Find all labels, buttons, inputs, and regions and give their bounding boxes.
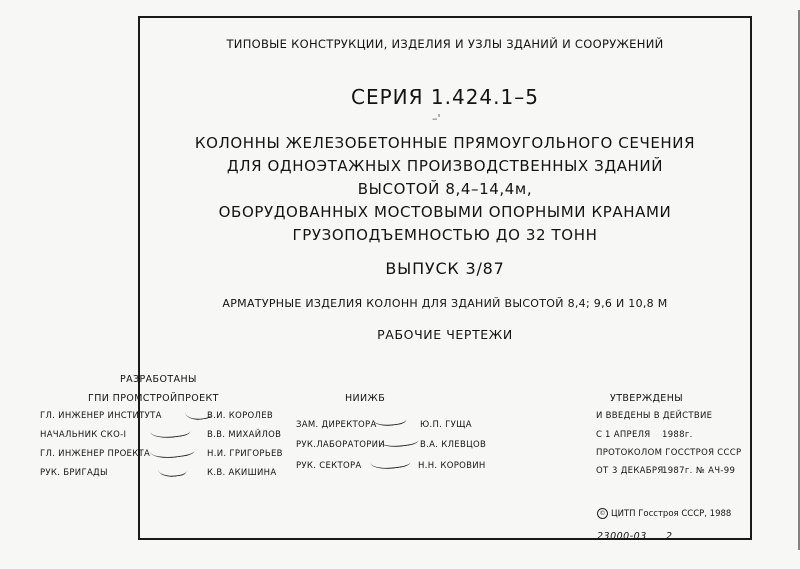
approved-line-3-date: 1 АПРЕЛЯ (605, 430, 651, 440)
title-line-3: ВЫСОТОЙ 8,4–14,4м, (357, 180, 533, 198)
developed-org: ГПИ ПРОМСТРОЙПРОЕКТ (88, 393, 219, 404)
working-drawings-label: РАБОЧИЕ ЧЕРТЕЖИ (377, 327, 513, 342)
niizhb-name-1: Ю.П. ГУЩА (420, 420, 472, 430)
document-code: 23000-03 (597, 531, 647, 542)
approved-line-2: И ВВЕДЕНЫ В ДЕЙСТВИЕ (596, 411, 713, 421)
developed-name-4: К.В. АКИШИНА (207, 468, 277, 478)
developed-role-1: ГЛ. ИНЖЕНЕР ИНСТИТУТА (40, 411, 162, 421)
title-line-2: ДЛЯ ОДНОЭТАЖНЫХ ПРОИЗВОДСТВЕННЫХ ЗДАНИЙ (226, 157, 664, 175)
niizhb-role-2: РУК.ЛАБОРАТОРИИ (296, 440, 385, 450)
header-text: ТИПОВЫЕ КОНСТРУКЦИИ, ИЗДЕЛИЯ И УЗЛЫ ЗДАНИЙ И СООРУЖЕНИЙ (226, 37, 664, 51)
sheet-number: 2 (666, 531, 673, 542)
niizhb-role-1: ЗАМ. ДИРЕКТОРА (296, 420, 377, 430)
developed-role-3: ГЛ. ИНЖЕНЕР ПРОЕКТА (40, 449, 151, 459)
approved-line-5-number: № АЧ-99 (696, 466, 736, 476)
title-line-5: ГРУЗОПОДЪЕМНОСТЬЮ ДО 32 ТОНН (292, 226, 598, 244)
approved-line-5-year: 1987г. (662, 466, 693, 476)
subtitle: АРМАТУРНЫЕ ИЗДЕЛИЯ КОЛОНН ДЛЯ ЗДАНИЙ ВЫСОТОЙ 8,4; 9,6 И 10,8 М (222, 297, 668, 310)
copyright (597, 508, 731, 519)
scan-edge (792, 10, 800, 550)
niizhb-org: НИИЖБ (345, 393, 386, 404)
approved-line-3-prefix: С (596, 430, 603, 440)
approved-line-5-prefix: ОТ (596, 466, 609, 476)
copyright-text: ЦИТП Госстроя СССР, 1988 (611, 509, 732, 519)
tick-mark: –' (432, 112, 441, 125)
title-line-4: ОБОРУДОВАННЫХ МОСТОВЫМИ ОПОРНЫМИ КРАНАМИ (218, 203, 672, 221)
approved-line-5-date: 3 ДЕКАБРЯ (612, 466, 664, 476)
developed-heading: РАЗРАБОТАНЫ (120, 374, 197, 385)
title-line-1: КОЛОННЫ ЖЕЛЕЗОБЕТОННЫЕ ПРЯМОУГОЛЬНОГО СЕЧЕНИЯ (194, 134, 696, 152)
niizhb-role-3: РУК. СЕКТОРА (296, 461, 362, 471)
developed-name-3: Н.И. ГРИГОРЬЕВ (207, 449, 283, 459)
approved-line-4: ПРОТОКОЛОМ ГОССТРОЯ СССР (596, 448, 742, 458)
developed-name-2: В.В. МИХАЙЛОВ (207, 430, 282, 440)
series-title: СЕРИЯ 1.424.1–5 (351, 85, 539, 109)
developed-name-1: В.И. КОРОЛЕВ (207, 411, 274, 421)
developed-role-2: НАЧАЛЬНИК СКО-I (40, 430, 127, 440)
niizhb-name-2: В.А. КЛЕВЦОВ (420, 440, 487, 450)
copyright-symbol: © (597, 508, 608, 519)
niizhb-name-3: Н.Н. КОРОВИН (418, 461, 486, 471)
developed-role-4: РУК. БРИГАДЫ (40, 468, 108, 478)
approved-line-3-year: 1988г. (662, 430, 693, 440)
issue-label: ВЫПУСК 3/87 (385, 259, 505, 278)
approved-line-1: УТВЕРЖДЕНЫ (610, 393, 684, 404)
